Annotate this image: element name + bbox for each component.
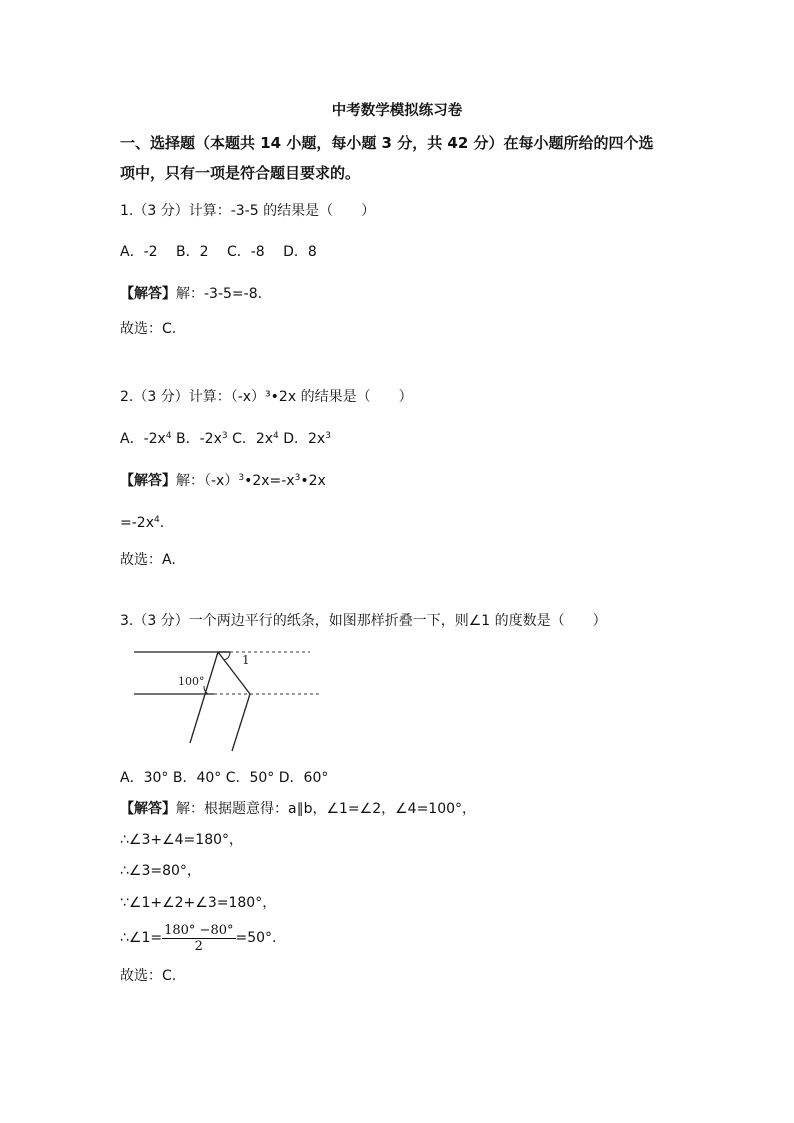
q2-choice: 故选：A. <box>120 552 176 568</box>
q2-solution-exponent1: 3 <box>238 473 245 483</box>
q2-option-a: A．-2x <box>120 431 166 447</box>
q2-option-a-exponent: 4 <box>165 431 172 441</box>
fold-left-line <box>190 652 218 743</box>
fold-right-line <box>232 694 250 751</box>
q3-solution-line <box>120 800 476 818</box>
folded-strip-figure <box>120 643 325 755</box>
q3-solution: 解：根据题意得：a∥b，∠1=∠2，∠4=100°， <box>176 801 477 817</box>
q3-step4 <box>120 922 277 954</box>
q3-step3: ∵∠1+∠2+∠3=180°， <box>120 895 277 911</box>
q2-solution-line <box>120 472 326 490</box>
q2-result-end: . <box>159 515 165 531</box>
q2-option-b: B．-2x <box>176 431 222 447</box>
q2-solution-part3: •2x <box>300 473 326 489</box>
q2-solution-exponent2: 3 <box>294 473 301 483</box>
q1-options: A．-2 B．2 C．-8 D．8 <box>120 244 317 260</box>
q2-option-b-exponent: 3 <box>221 431 228 441</box>
answer-tag: 【解答】 <box>120 286 176 302</box>
q2-options <box>120 430 331 448</box>
q2-option-d: D．2x <box>283 431 326 447</box>
q2-result-line <box>120 514 164 532</box>
fraction-denominator: 2 <box>194 938 203 954</box>
q1-solution: 解：-3-5=-8. <box>176 286 263 302</box>
q2-stem: 2.（3 分）计算：（-x）³•2x 的结果是（ ） <box>120 389 413 405</box>
answer-tag: 【解答】 <box>120 801 176 817</box>
q3-step1: ∴∠3+∠4=180°， <box>120 832 244 848</box>
section-heading-line1: 一、选择题（本题共 14 小题，每小题 3 分，共 42 分）在每小题所给的四个选 <box>120 134 654 152</box>
fraction <box>162 923 235 954</box>
q3-step2: ∴∠3=80°， <box>120 863 201 879</box>
q1-stem: 1.（3 分）计算：-3-5 的结果是（ ） <box>120 203 376 219</box>
q2-solution-part2: •2x=-x <box>244 473 295 489</box>
angle-100-label: 100° <box>178 675 205 688</box>
page-title: 中考数学模拟练习卷 <box>331 103 463 119</box>
angle-1-label: 1 <box>242 653 250 667</box>
fraction-numerator: 180° −80° <box>164 922 234 938</box>
q2-option-c-exponent: 4 <box>273 431 279 441</box>
answer-tag: 【解答】 <box>120 473 176 489</box>
angle-1-arc <box>224 652 230 660</box>
q3-choice: 故选：C. <box>120 968 177 984</box>
section-heading-line2: 项中，只有一项是符合题目要求的。 <box>120 164 361 182</box>
q1-choice: 故选：C. <box>120 321 177 337</box>
q2-result: =-2x <box>120 515 154 531</box>
q2-option-d-exponent: 3 <box>325 431 331 441</box>
q2-option-c: C．2x <box>232 431 274 447</box>
q3-step4-prefix: ∴∠1= <box>120 930 163 946</box>
q2-result-exponent: 4 <box>153 515 160 525</box>
q3-stem: 3.（3 分）一个两边平行的纸条，如图那样折叠一下，则∠1 的度数是（ ） <box>120 613 607 629</box>
q2-solution-part1: 解：（-x） <box>176 473 239 489</box>
q3-step4-suffix: =50°. <box>235 930 277 946</box>
q1-solution-line <box>120 285 262 303</box>
q3-options: A．30° B．40° C．50° D．60° <box>120 770 329 786</box>
